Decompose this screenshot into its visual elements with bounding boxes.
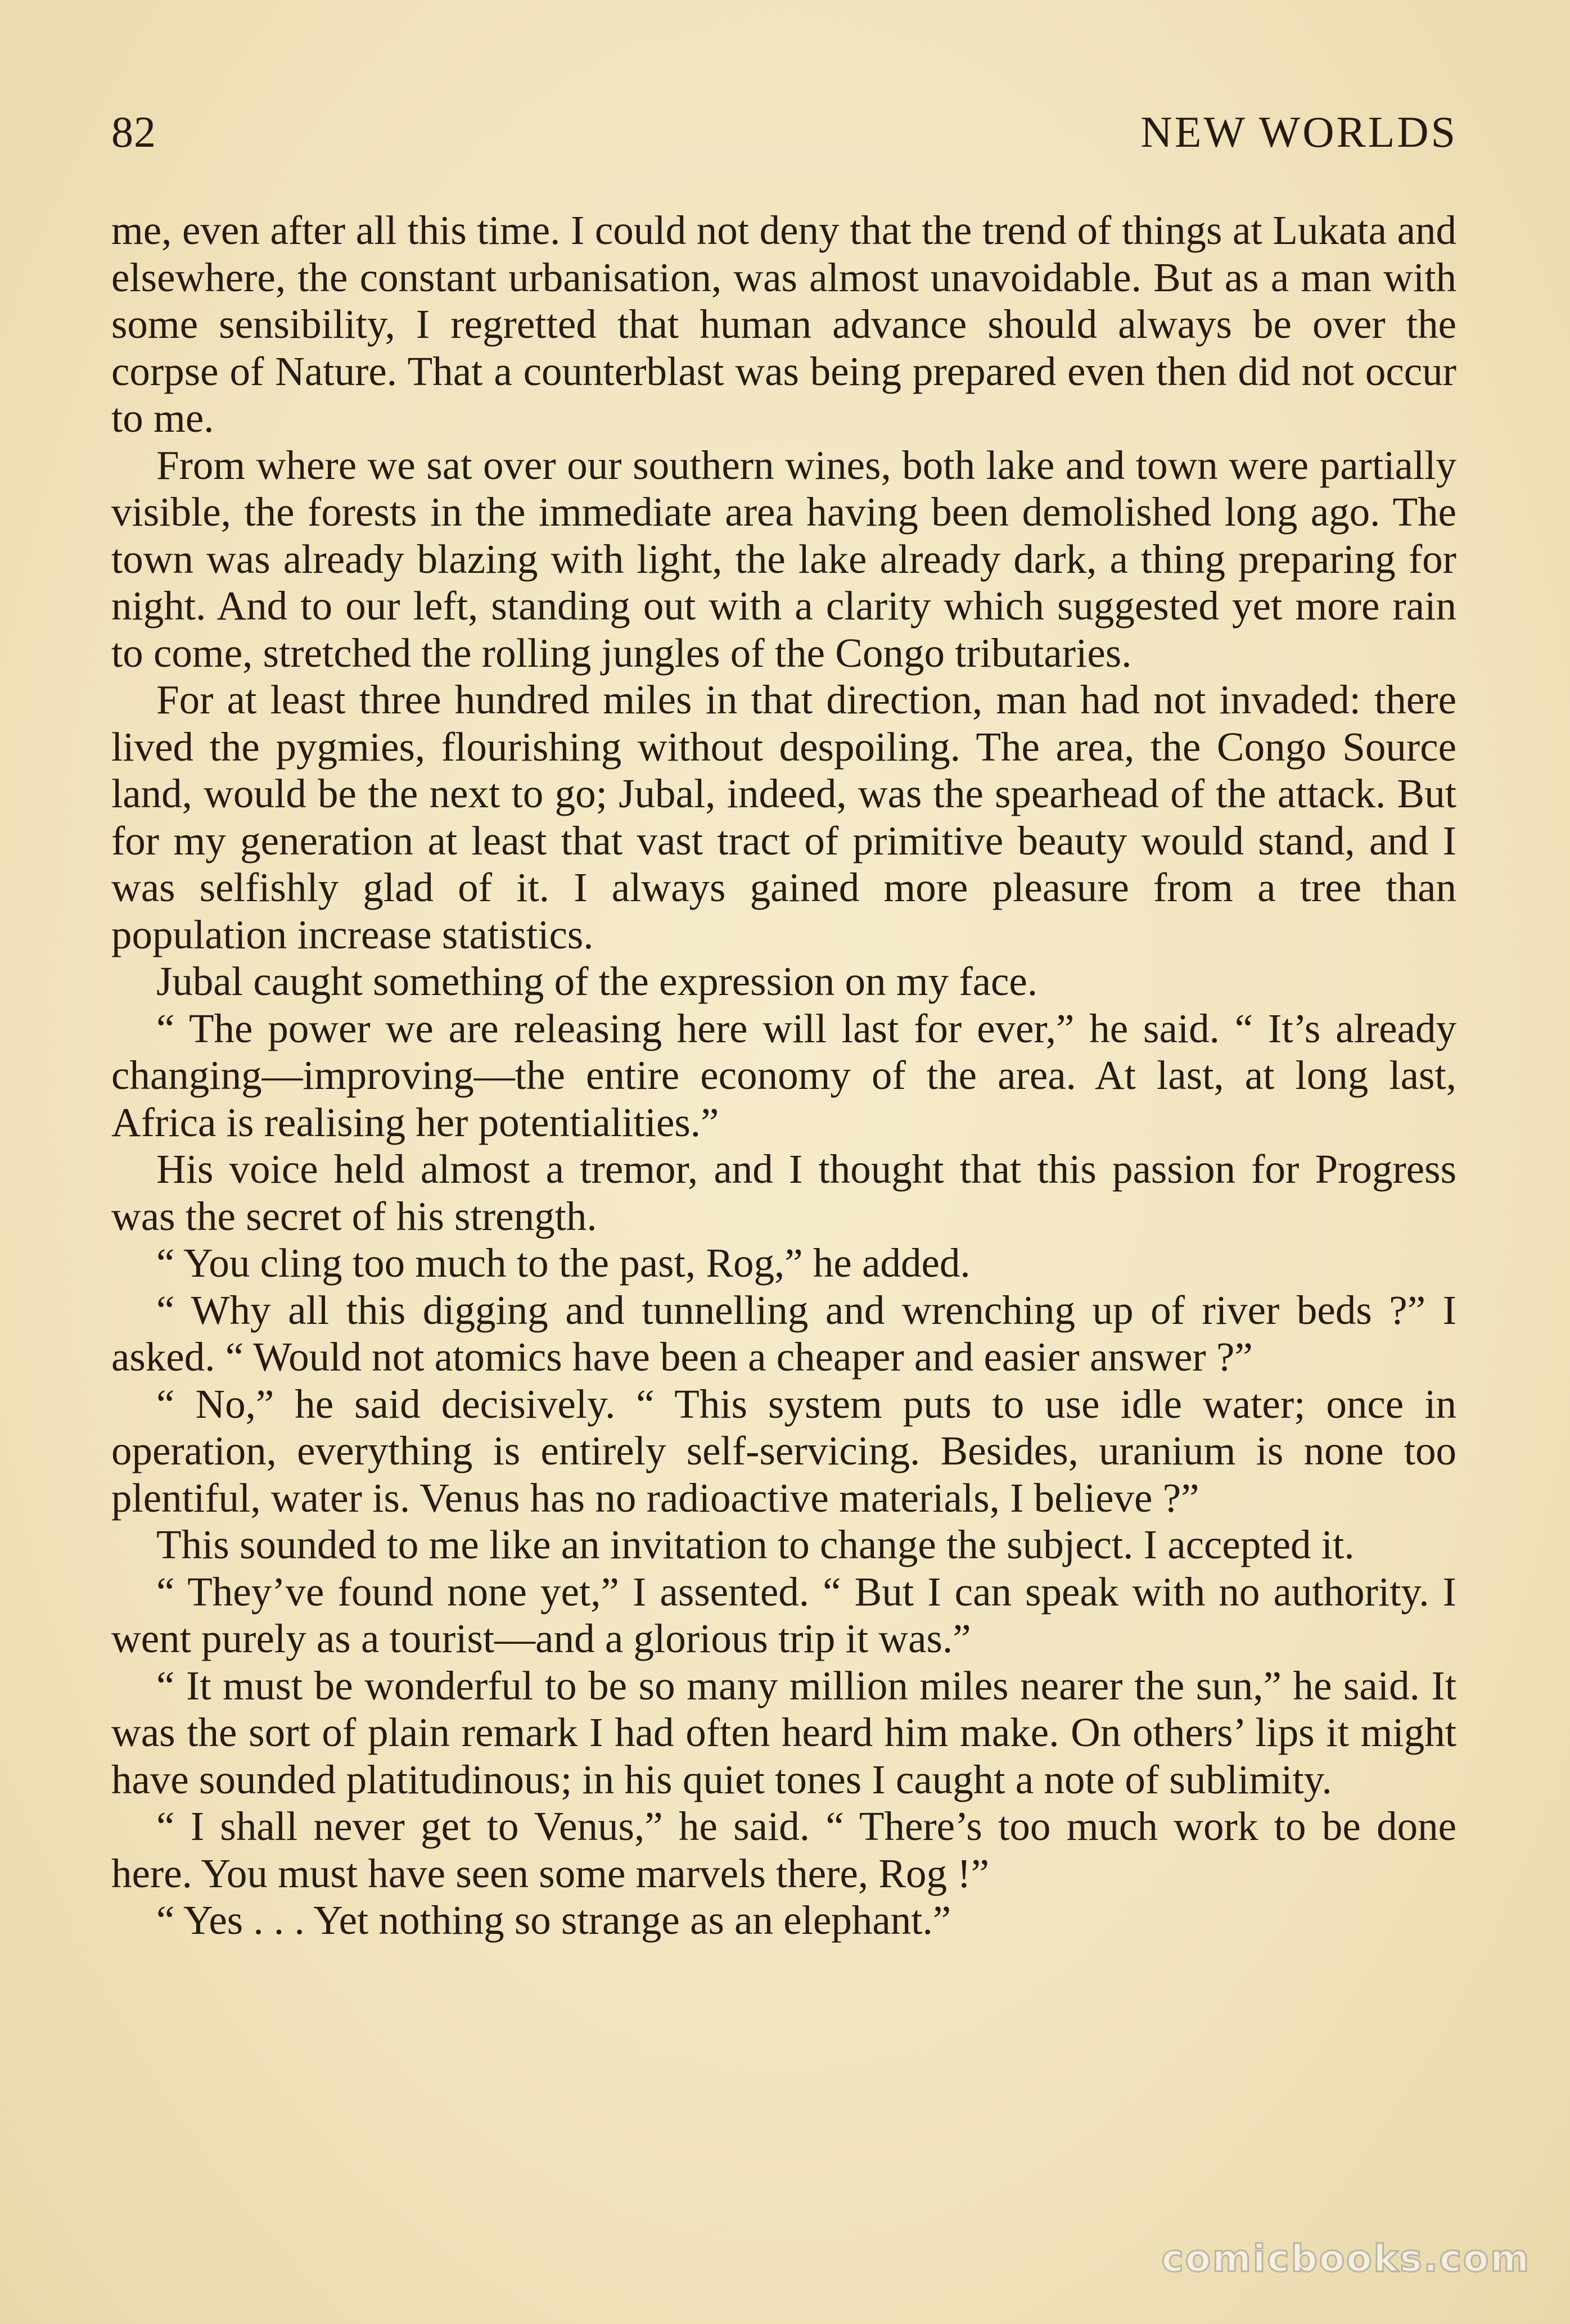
paragraph: This sounded to me like an invitation to change the subject. I accepted it. — [156, 1522, 1355, 1567]
running-head: NEW WORLDS — [1140, 107, 1458, 156]
paragraph: “ The power we are releasing here will last for ever,” he said. “ It’s already changing—improving—the entire economy of the area. At last, at long last, Africa is realising her potentialities.” — [111, 1005, 1456, 1145]
paragraph: For at least three hundred miles in that direction, man had not invaded: there lived the pygmies, flourishing without despoiling. The area, the Congo Source land, would be the next to go; Jubal, indeed, was the spearhead of the attack. But for my generation at least that vast tract of primitive beauty would stand, and I was selfishly glad of it. I always gained more pleasure from a tree than population increase statistics. — [111, 677, 1456, 957]
paragraph: “ I shall never get to Venus,” he said. “ There’s too much work to be done here. You must have seen some marvels there, Rog !” — [111, 1803, 1456, 1896]
paragraph: From where we sat over our southern wines, both lake and town were partially visible, the forests in the immediate area having been demolished long ago. The town was already blazing with light, the lake already dark, a thing preparing for night. And to our left, standing out with a clarity which suggested yet more rain to come, stretched the rolling jungles of the Congo tributaries. — [111, 442, 1456, 676]
paragraph: “ No,” he said decisively. “ This system puts to use idle water; once in operation, everything is entirely self-servicing. Besides, uranium is none too plentiful, water is. Venus has no radioactive materials, I believe ?” — [111, 1381, 1456, 1521]
page-header — [111, 107, 1458, 163]
paragraph: “ You cling too much to the past, Rog,” he added. — [156, 1240, 971, 1286]
body-text — [111, 207, 1456, 2231]
paragraph: “ Yes . . . Yet nothing so strange as an elephant.” — [156, 1897, 951, 1943]
paragraph: Jubal caught something of the expression on my face. — [156, 958, 1038, 1004]
page-number: 82 — [111, 107, 156, 156]
paragraph: “ They’ve found none yet,” I assented. “ But I can speak with no authority. I went purely as a tourist—and a glorious trip it was.” — [111, 1568, 1456, 1661]
watermark: comicbooks.com — [1161, 2237, 1531, 2280]
paragraph: “ Why all this digging and tunnelling and wrenching up of river beds ?” I asked. “ Would not atomics have been a cheaper and easier answer ?” — [111, 1287, 1456, 1380]
paragraph: me, even after all this time. I could not deny that the trend of things at Lukata and elsewhere, the constant urbanisation, was almost unavoidable. But as a man with some sensibility, I regretted that human advance should always be over the corpse of Nature. That a counterblast was being prepared even then did not occur to me. — [111, 207, 1456, 441]
paragraph: His voice held almost a tremor, and I thought that this passion for Progress was the secret of his strength. — [111, 1146, 1456, 1239]
paragraph: “ It must be wonderful to be so many million miles nearer the sun,” he said. It was the sort of plain remark I had often heard him make. On others’ lips it might have sounded platitudinous; in his quiet tones I caught a note of sublimity. — [111, 1662, 1456, 1802]
